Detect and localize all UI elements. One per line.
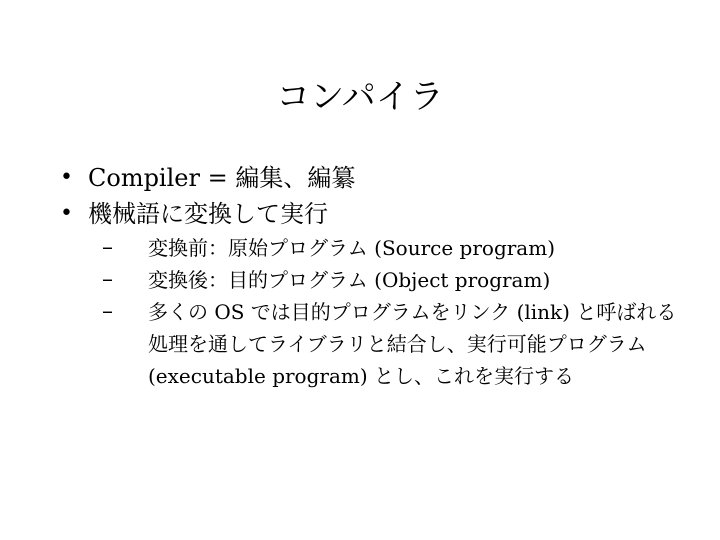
sub-bullet-text: 多くの OS では目的プログラムをリンク (link) と呼ばれる処理を通してライブラリと結合し、実行可能プログラム (executable program) とし、これを実行する <box>148 300 677 388</box>
bullet-marker: • <box>60 165 73 190</box>
sub-bullet-marker: – <box>102 267 113 292</box>
sub-bullet-text: 変換前：原始プログラム (Source program) <box>148 236 555 260</box>
bullet-marker: • <box>60 201 73 226</box>
bullet-text: 機械語に変換して実行 <box>88 200 328 228</box>
bullet-text: Compiler = 編集、編纂 <box>88 164 356 192</box>
slide-title: コンパイラ <box>276 77 444 117</box>
sub-bullet-list <box>88 232 680 392</box>
sub-bullet-text: 変換後：目的プログラム (Object program) <box>148 268 551 292</box>
sub-bullet-item-link <box>88 296 688 392</box>
bullet-item-compiler <box>60 160 680 196</box>
sub-bullet-marker: – <box>102 299 113 324</box>
sub-bullet-item-object <box>88 264 680 296</box>
sub-bullet-marker: – <box>102 235 113 260</box>
sub-bullet-item-source <box>88 232 680 264</box>
bullet-list <box>60 160 680 392</box>
bullet-item-machine-code <box>60 196 680 392</box>
